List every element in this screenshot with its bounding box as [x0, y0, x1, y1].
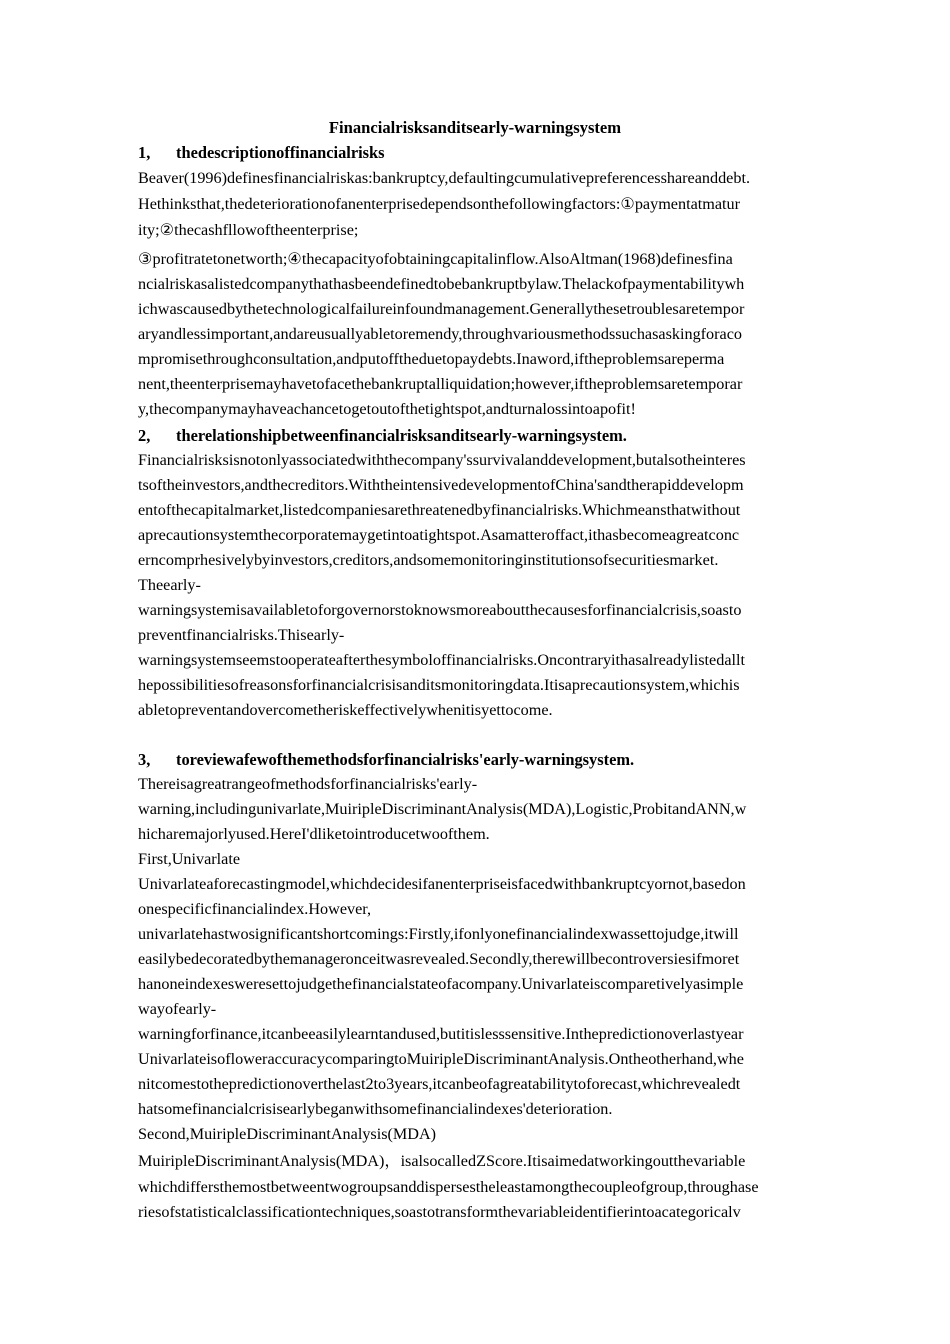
text-line: warning,includingunivarlate,MuiripleDiscriminantAnalysis(MDA),Logistic,ProbitandANN,w — [138, 800, 747, 818]
text-line: whichdiffersthemostbetweentwogroupsanddispersestheleastamongthecoupleofgroup,throughase — [138, 1178, 759, 1196]
text-line: onespecificfinancialindex.However, — [138, 900, 372, 918]
text-line: First,Univarlate — [138, 850, 241, 868]
text-line: warningsystemisavailabletoforgovernorstoknowsmoreaboutthecausesforfinancialcrisis,soasto — [138, 601, 742, 619]
text-line: hatsomefinancialcrisisearlybeganwithsomefinancialindexes'deterioration. — [138, 1100, 613, 1118]
text-line: Thereisagreatrangeofmethodsforfinancialrisks'early- — [138, 775, 478, 793]
document-title: Financialrisksanditsearly-warningsystem — [328, 118, 622, 137]
section-3-heading — [138, 750, 634, 770]
text-line: warningsystemseemstooperateafterthesymboloffinancialrisks.Oncontraryithasalreadylistedallt — [138, 651, 745, 669]
section-1-heading — [138, 143, 385, 163]
text-line: abletopreventandovercometheriskeffectivelywhenitisyettocome. — [138, 701, 553, 719]
text-line: Hethinksthat,thedeteriorationofanenterprisedependsonthefollowingfactors:①paymentatmatur — [138, 195, 741, 213]
text-line: erncomprhesivelybyinvestors,creditors,andsomemonitoringinstitutionsofsecuritiesmarket. — [138, 551, 719, 569]
text-line: easilybedecoratedbythemanageronceitwasrevealed.Secondly,therewillbecontroversiesifmoret — [138, 950, 740, 968]
text-line: univarlatehastwosignificantshortcomings:Firstly,ifonlyonefinancialindexwassettojudge,itwill — [138, 925, 739, 943]
text-line: riesofstatisticalclassificationtechniques,soastotransformthevariableidentifierintoacategoricalv — [138, 1203, 741, 1221]
text-line: mpromisethroughconsultation,andputofftheduetopaydebts.Inaword,iftheproblemsareperma — [138, 350, 725, 368]
text-line: hanoneindexesweresettojudgethefinancialstateofacompany.Univarlateiscomparetivelyasimple — [138, 975, 744, 993]
text-line: UnivarlateisofloweraccuracycomparingtoMuiripleDiscriminantAnalysis.Ontheotherhand,whe — [138, 1050, 744, 1068]
text-line: ③profitratetonetworth;④thecapacityofobtainingcapitalinflow.AlsoAltman(1968)definesfina — [138, 250, 733, 268]
text-line: warningforfinance,itcanbeeasilylearntandused,butitislesssensitive.Inthepredictionoverlastyear — [138, 1025, 744, 1043]
text-line: Beaver(1996)definesfinancialriskas:bankruptcy,defaultingcumulativepreferencesshareanddebt. — [138, 169, 751, 187]
text-line: Univarlateaforecastingmodel,whichdecidesifanenterpriseisfacedwithbankruptcyornot,basedon — [138, 875, 746, 893]
text-line: aryandlessimportant,andareusuallyabletoremendy,throughvariousmethodssuchasaskingforaco — [138, 325, 743, 343]
text-line: hicharemajorlyused.HereI'dliketointroducetwoofthem. — [138, 825, 490, 843]
text-line: nitcomestothepredictionoverthelast2to3years,itcanbeofagreatabilitytoforecast,whichrevealedt — [138, 1075, 741, 1093]
text-line: Financialrisksisnotonlyassociatedwiththecompany'ssurvivalanddevelopment,butalsotheinteres — [138, 451, 746, 469]
section-title: toreviewafewofthemethodsforfinancialrisks'early-warningsystem. — [176, 750, 635, 769]
text-line: hepossibilitiesofreasonsforfinancialcrisisanditsmonitoringdata.Itisaprecautionsystem,whichis — [138, 676, 740, 694]
text-line: ncialriskasalistedcompanythathasbeendefinedtobebankruptbylaw.Thelackofpaymentabilitywh — [138, 275, 745, 293]
text-line: ity;②thecashfllowoftheenterprise; — [138, 221, 359, 239]
section-number: 1, — [138, 143, 151, 162]
text-line: entofthecapitalmarket,listedcompaniesarethreatenedbyfinancialrisks.Whichmeansthatwithout — [138, 501, 741, 519]
text-line: tsoftheinvestors,andthecreditors.WiththeintensivedevelopmentofChina'sandtherapiddevelopm — [138, 476, 744, 494]
text-line: Theearly- — [138, 576, 201, 594]
section-title: therelationshipbetweenfinancialrisksanditsearly-warningsystem. — [176, 426, 627, 445]
text-line: wayofearly- — [138, 1000, 217, 1018]
section-number: 3, — [138, 750, 151, 769]
text-line: nent,theenterprisemayhavetofacethebankruptalliquidation;however,iftheproblemsaretemporar — [138, 375, 743, 393]
text-line: preventfinancialrisks.Thisearly- — [138, 626, 345, 644]
text-line: Second,MuiripleDiscriminantAnalysis(MDA) — [138, 1125, 437, 1143]
section-title: thedescriptionoffinancialrisks — [176, 143, 385, 162]
section-2-heading — [138, 426, 627, 446]
text-line: MuiripleDiscriminantAnalysis(MDA)，isalsocalledZScore.Itisaimedatworkingoutthevariable — [138, 1152, 746, 1170]
section-number: 2, — [138, 426, 151, 445]
text-line: aprecautionsystemthecorporatemaygetintoatightspot.Asamatteroffact,ithasbecomeagreatconc — [138, 526, 740, 544]
text-line: y,thecompanymayhaveachancetogetoutofthetightspot,andturnalossintoapofit! — [138, 400, 636, 418]
text-line: ichwascausedbythetechnologicalfailureinfoundmanagement.Generallythesetroublesaretempor — [138, 300, 745, 318]
